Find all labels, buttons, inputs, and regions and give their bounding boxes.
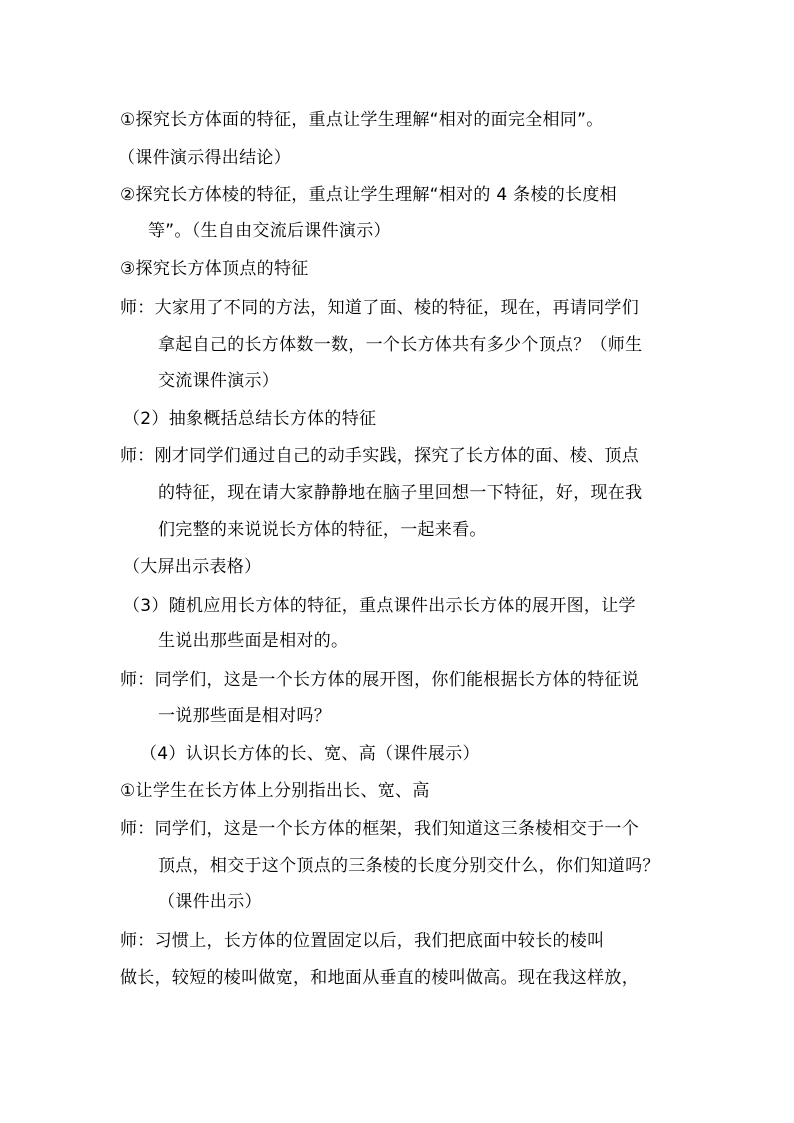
text-line: （课件出示） [158, 892, 262, 912]
text-line: （2）抽象概括总结长方体的特征 [123, 409, 377, 429]
text-line: 一说那些面是相对吗？ [158, 706, 331, 726]
text-line: （3）随机应用长方体的特征，重点课件出示长方体的展开图，让学 [123, 596, 636, 616]
text-line: （课件演示得出结论） [118, 148, 291, 168]
text-line: 师：刚才同学们通过自己的动手实践，探究了长方体的面、棱、顶点 [120, 446, 639, 466]
text-line: ①让学生在长方体上分别指出长、宽、高 [120, 781, 430, 801]
text-line: 交流课件演示） [158, 371, 280, 391]
text-line: 做长，较短的棱叫做宽，和地面从垂直的棱叫做高。现在我这样放， [120, 968, 639, 988]
text-line: 师：大家用了不同的方法，知道了面、棱的特征，现在，再请同学们 [120, 298, 639, 318]
text-line: （大屏出示表格） [123, 557, 262, 577]
text-line: 师：同学们，这是一个长方体的展开图，你们能根据长方体的特征说 [120, 670, 639, 690]
text-line: ②探究长方体棱的特征，重点让学生理解“相对的 4 条棱的长度相 [120, 185, 617, 205]
text-line: 顶点，相交于这个顶点的三条棱的长度分别交什么，你们知道吗？ [158, 856, 660, 876]
text-line: 拿起自己的长方体数一数，一个长方体共有多少个顶点？（师生 [158, 335, 643, 355]
text-line: 师：同学们，这是一个长方体的框架，我们知道这三条棱相交于一个 [120, 819, 639, 839]
text-line: （4）认识长方体的长、宽、高（课件展示） [140, 744, 480, 764]
text-line: 师：习惯上，长方体的位置固定以后，我们把底面中较长的棱叫 [120, 931, 605, 951]
text-line: 等”。（生自由交流后课件演示） [148, 221, 391, 241]
text-line: 们完整的来说说长方体的特征，一起来看。 [158, 520, 487, 540]
text-line: 生说出那些面是相对的。 [158, 631, 349, 651]
text-line: ①探究长方体面的特征，重点让学生理解“相对的面完全相同”。 [120, 110, 604, 130]
text-line: ③探究长方体顶点的特征 [120, 259, 309, 279]
text-line: 的特征，现在请大家静静地在脑子里回想一下特征，好，现在我 [158, 483, 643, 503]
